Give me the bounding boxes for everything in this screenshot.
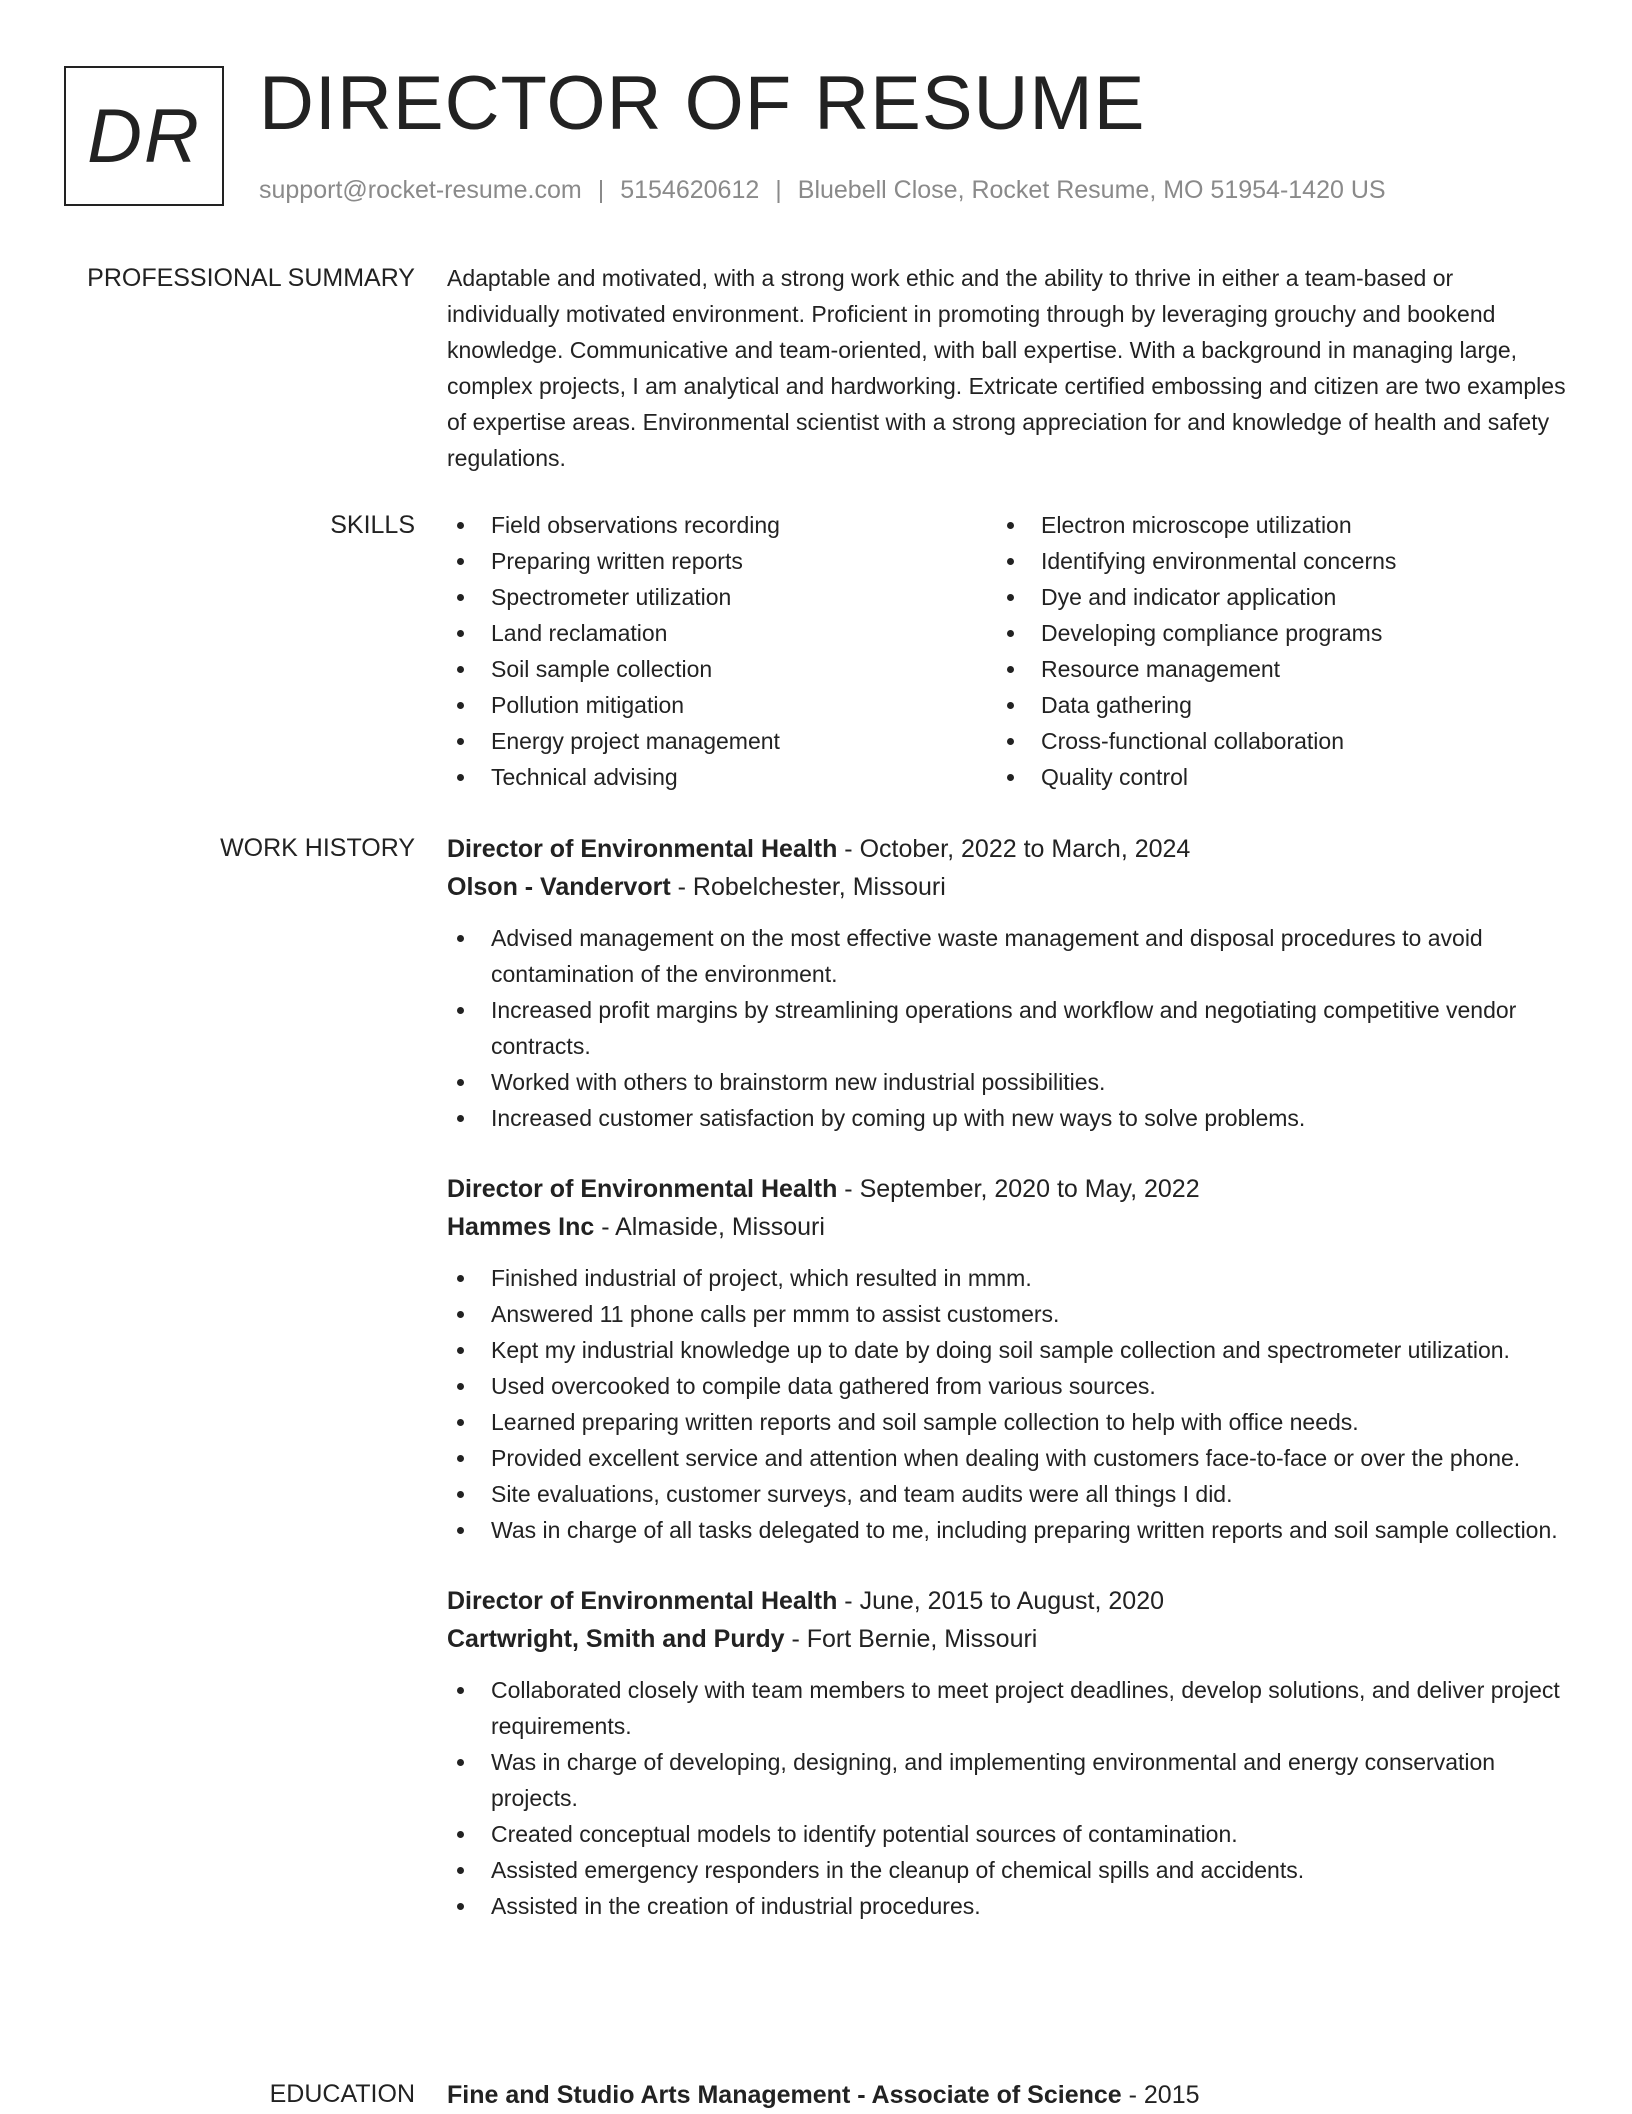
summary-body xyxy=(447,260,1567,476)
job-bullet: Answered 11 phone calls per mmm to assist customers. xyxy=(447,1296,1567,1332)
skill-item: Field observations recording xyxy=(447,507,997,543)
job-bullet: Assisted emergency responders in the cleanup of chemical spills and accidents. xyxy=(447,1852,1567,1888)
job-entry xyxy=(447,1170,1567,1548)
job-title: Director of Environmental Health xyxy=(447,1587,838,1615)
job-bullet: Used overcooked to compile data gathered from various sources. xyxy=(447,1368,1567,1404)
resume-name: DIRECTOR OF RESUME xyxy=(259,61,1146,146)
job-bullet: Increased profit margins by streamlining operations and workflow and negotiating competitive vendor contracts. xyxy=(447,992,1567,1064)
job-company-line xyxy=(447,1620,1567,1658)
section-label-work: WORK HISTORY xyxy=(220,834,415,862)
contact-line xyxy=(259,174,1386,207)
job-company-line xyxy=(447,868,1567,906)
job-dates: - September, 2020 to May, 2022 xyxy=(837,1175,1200,1203)
job-location: - Almaside, Missouri xyxy=(594,1213,825,1241)
skills-body xyxy=(447,507,1567,795)
job-bullet: Provided excellent service and attention when dealing with customers face-to-face or over the phone. xyxy=(447,1440,1567,1476)
job-title-line xyxy=(447,1582,1567,1620)
job-dates: - October, 2022 to March, 2024 xyxy=(837,835,1191,863)
job-title-line xyxy=(447,1170,1567,1208)
skill-item: Electron microscope utilization xyxy=(997,507,1547,543)
skill-item: Spectrometer utilization xyxy=(447,579,997,615)
job-bullets xyxy=(447,1672,1567,1924)
skill-item: Pollution mitigation xyxy=(447,687,997,723)
job-location: - Fort Bernie, Missouri xyxy=(784,1625,1038,1653)
contact-phone: 5154620612 xyxy=(620,176,760,204)
job-bullet: Increased customer satisfaction by coming up with new ways to solve problems. xyxy=(447,1100,1567,1136)
job-bullet: Advised management on the most effective waste management and disposal procedures to avoid contamination of the environment. xyxy=(447,920,1567,992)
summary-text: Adaptable and motivated, with a strong work ethic and the ability to thrive in either a team-based or individually motivated environment. Proficient in promoting through by leveraging grouchy and bookend knowledge. Communicative and team-oriented, with ball expertise. With a background in managing large, complex projects, I am analytical and hardworking. Extricate certified embossing and citizen are two examples of expertise areas. Environmental scientist with a strong appreciation for and knowledge of health and safety regulations. xyxy=(447,265,1566,471)
job-company: Hammes Inc xyxy=(447,1213,595,1241)
job-bullet: Assisted in the creation of industrial procedures. xyxy=(447,1888,1567,1924)
skill-item: Dye and indicator application xyxy=(997,579,1547,615)
job-bullet: Collaborated closely with team members to meet project deadlines, develop solutions, and deliver project requirements. xyxy=(447,1672,1567,1744)
job-bullet: Created conceptual models to identify potential sources of contamination. xyxy=(447,1816,1567,1852)
job-bullet: Site evaluations, customer surveys, and team audits were all things I did. xyxy=(447,1476,1567,1512)
section-label-summary: PROFESSIONAL SUMMARY xyxy=(87,264,415,292)
skill-item: Preparing written reports xyxy=(447,543,997,579)
education-year: - 2015 xyxy=(1121,2081,1200,2109)
job-bullet: Kept my industrial knowledge up to date by doing soil sample collection and spectrometer utilization. xyxy=(447,1332,1567,1368)
job-bullets xyxy=(447,1260,1567,1548)
section-label-skills: SKILLS xyxy=(330,511,415,539)
contact-email: support@rocket-resume.com xyxy=(259,176,582,204)
job-dates: - June, 2015 to August, 2020 xyxy=(837,1587,1164,1615)
education-body xyxy=(447,2076,1567,2114)
job-bullet: Was in charge of all tasks delegated to me, including preparing written reports and soil sample collection. xyxy=(447,1512,1567,1548)
job-bullet: Was in charge of developing, designing, and implementing environmental and energy conservation projects. xyxy=(447,1744,1567,1816)
job-entry xyxy=(447,1582,1567,1924)
skill-item: Cross-functional collaboration xyxy=(997,723,1547,759)
job-title: Director of Environmental Health xyxy=(447,835,838,863)
job-location: - Robelchester, Missouri xyxy=(670,873,946,901)
monogram-badge: DR xyxy=(64,66,224,206)
skills-list-left xyxy=(447,507,997,795)
job-title: Director of Environmental Health xyxy=(447,1175,838,1203)
skill-item: Soil sample collection xyxy=(447,651,997,687)
job-bullet: Finished industrial of project, which resulted in mmm. xyxy=(447,1260,1567,1296)
skill-item: Energy project management xyxy=(447,723,997,759)
work-history-body xyxy=(447,830,1567,1958)
skill-item: Data gathering xyxy=(997,687,1547,723)
job-title-line xyxy=(447,830,1567,868)
skill-item: Developing compliance programs xyxy=(997,615,1547,651)
skill-item: Resource management xyxy=(997,651,1547,687)
job-company: Cartwright, Smith and Purdy xyxy=(447,1625,785,1653)
skill-item: Technical advising xyxy=(447,759,997,795)
education-line xyxy=(447,2076,1567,2114)
contact-address: Bluebell Close, Rocket Resume, MO 51954-1420 US xyxy=(797,176,1386,204)
job-bullet: Learned preparing written reports and soil sample collection to help with office needs. xyxy=(447,1404,1567,1440)
job-entry xyxy=(447,830,1567,1136)
skills-list-right xyxy=(997,507,1547,795)
skill-item: Land reclamation xyxy=(447,615,997,651)
contact-separator: | xyxy=(597,176,605,204)
skills-columns xyxy=(447,507,1567,795)
section-label-education: EDUCATION xyxy=(269,2080,415,2108)
skill-item: Quality control xyxy=(997,759,1547,795)
job-company: Olson - Vandervort xyxy=(447,873,671,901)
education-degree: Fine and Studio Arts Management - Associate of Science xyxy=(447,2081,1122,2109)
job-company-line xyxy=(447,1208,1567,1246)
skill-item: Identifying environmental concerns xyxy=(997,543,1547,579)
job-bullets xyxy=(447,920,1567,1136)
contact-separator: | xyxy=(775,176,782,204)
job-bullet: Worked with others to brainstorm new industrial possibilities. xyxy=(447,1064,1567,1100)
